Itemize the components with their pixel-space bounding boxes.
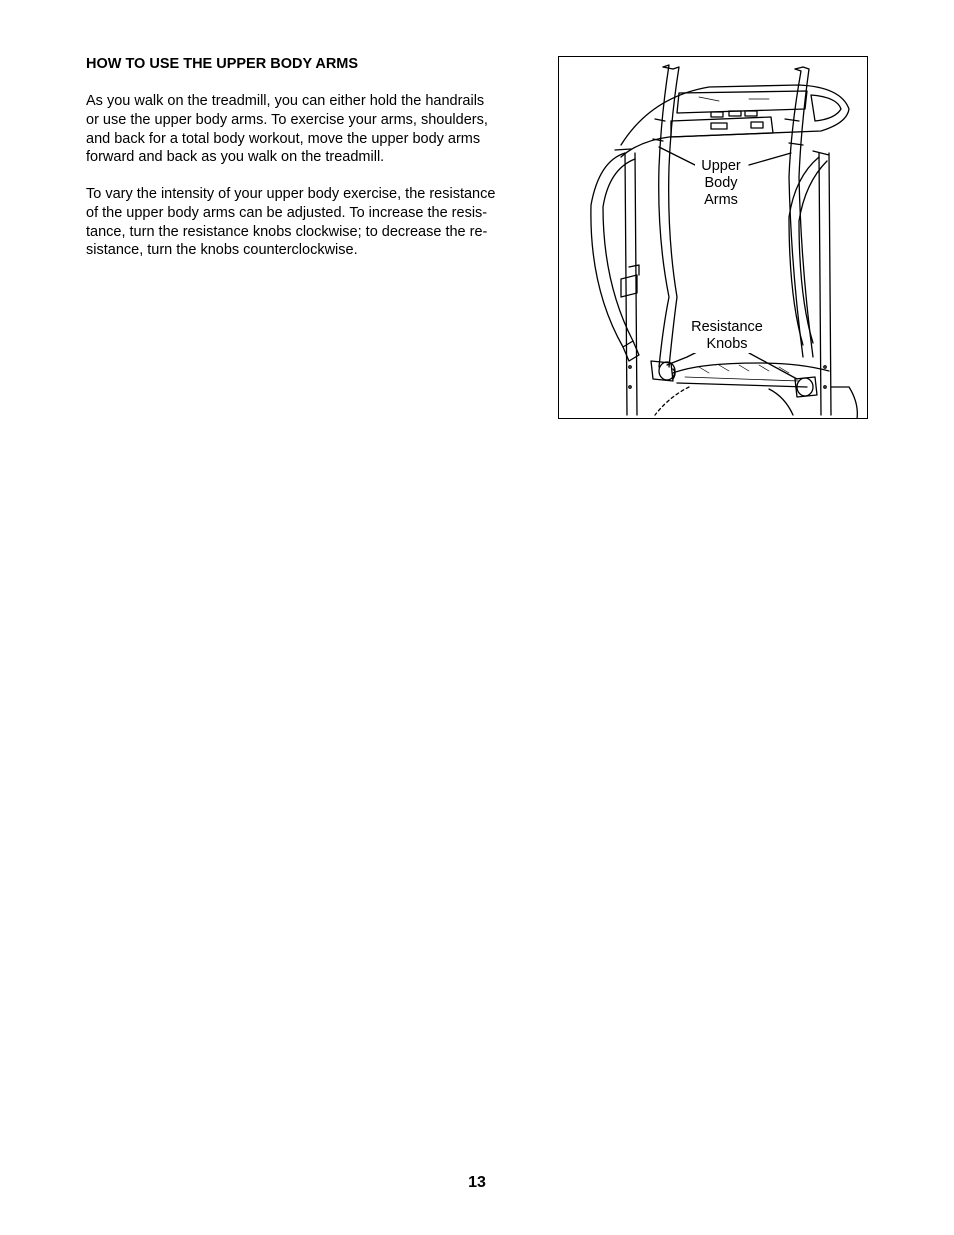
page-number: 13 [468,1174,486,1191]
resistance-paragraph: To vary the intensity of your upper body exercise, the resistance of the upper body arms can be adjusted. To increase the resis- tance, turn the resistance knobs clockwise; to decrease the re- sistance, turn the knobs counterclockwise. [86,186,496,259]
upper-body-arms-label: Upper Body Arms [695,158,747,209]
section-heading: HOW TO USE THE UPPER BODY ARMS [86,56,359,72]
resistance-knobs-label: Resistance Knobs [683,319,771,353]
treadmill-drawing [559,57,868,419]
treadmill-illustration [558,56,868,419]
intro-paragraph: As you walk on the treadmill, you can either hold the handrails or use the upper body arms. To exercise your arms, shoulders, and back for a total body workout, move the upper body arms forward and back as you walk on the treadmill. [86,93,488,166]
